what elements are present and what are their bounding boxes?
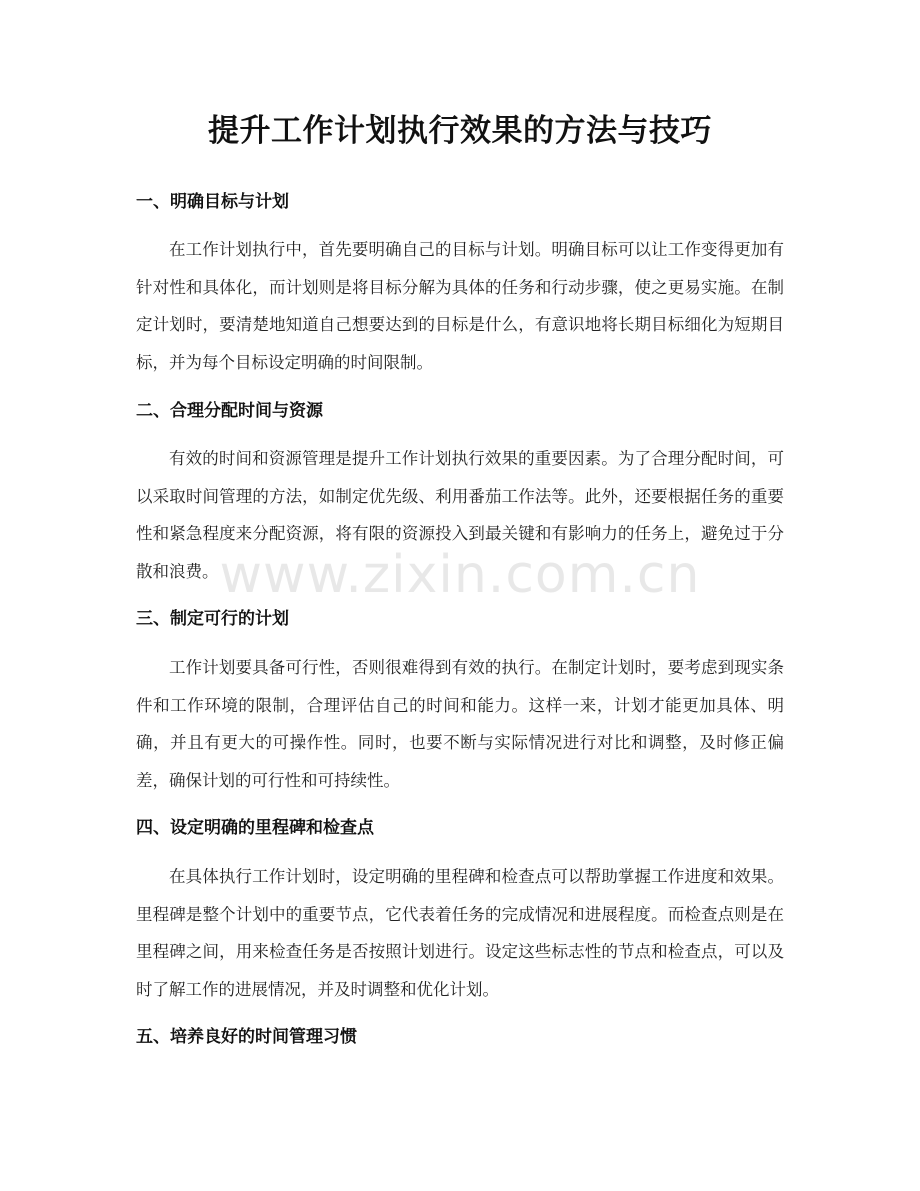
section-3-heading: 三、制定可行的计划 — [136, 609, 289, 629]
section-1-paragraph: 在工作计划执行中，首先要明确自己的目标与计划。明确目标可以让工作变得更加有针对性和具体化，而计划则是将目标分解为具体的任务和行动步骤，使之更易实施。在制定计划时，要清楚地知道自己想要达到的目标是什么，有意识地将长期目标细化为短期目标，并为每个目标设定明确的时间限制。 — [136, 240, 784, 372]
section-2-heading: 二、合理分配时间与资源 — [136, 401, 323, 421]
section-3-paragraph: 工作计划要具备可行性，否则很难得到有效的执行。在制定计划时，要考虑到现实条件和工作环境的限制，合理评估自己的时间和能力。这样一来，计划才能更加具体、明确，并且有更大的可操作性。同时，也要不断与实际情况进行对比和调整，及时修正偏差，确保计划的可行性和可持续性。 — [136, 658, 784, 790]
section-5-heading: 五、培养良好的时间管理习惯 — [136, 1027, 357, 1047]
section-2-paragraph: 有效的时间和资源管理是提升工作计划执行效果的重要因素。为了合理分配时间，可以采取时间管理的方法，如制定优先级、利用番茄工作法等。此外，还要根据任务的重要性和紧急程度来分配资源，将有限的资源投入到最关键和有影响力的任务上，避免过于分散和浪费。 — [136, 449, 784, 581]
watermark-text: www.zixin.com.cn — [219, 545, 701, 605]
document-title: 提升工作计划执行效果的方法与技巧 — [208, 113, 712, 149]
section-4-heading: 四、设定明确的里程碑和检查点 — [136, 818, 374, 838]
section-4-paragraph: 在具体执行工作计划时，设定明确的里程碑和检查点可以帮助掌握工作进度和效果。里程碑是整个计划中的重要节点，它代表着任务的完成情况和进展程度。而检查点则是在里程碑之间，用来检查任务是否按照计划进行。设定这些标志性的节点和检查点，可以及时了解工作的进展情况，并及时调整和优化计划。 — [136, 867, 784, 999]
section-1-heading: 一、明确目标与计划 — [136, 192, 289, 212]
